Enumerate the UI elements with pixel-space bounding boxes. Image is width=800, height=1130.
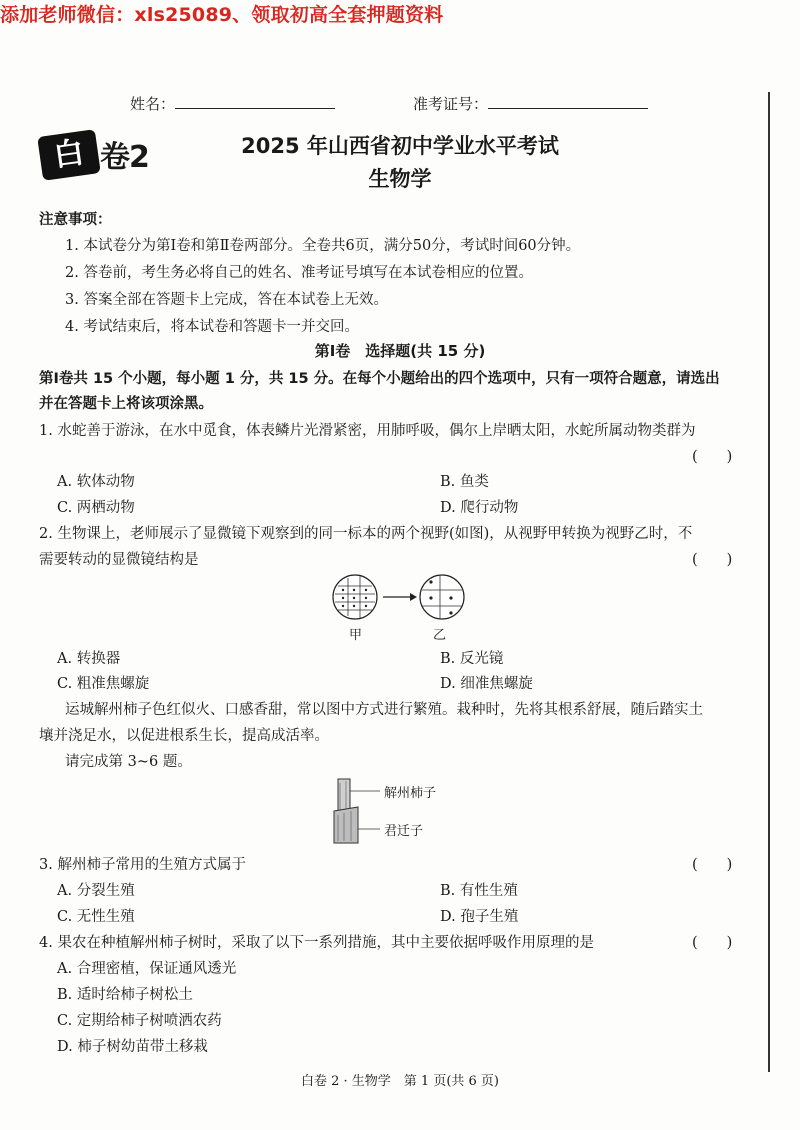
question-2-text: 2. 生物课上，老师展示了显微镜下观察到的同一标本的两个视野(如图)，从视野甲转换为视野乙时，不 — [39, 526, 693, 542]
note-item: 4. 考试结束后，将本试卷和答题卡一并交回。 — [65, 319, 359, 335]
q3-option-d: D. 孢子生殖 — [440, 909, 519, 925]
q4-option-b: B. 适时给柿子树松土 — [57, 987, 193, 1003]
q1-option-a: A. 软体动物 — [57, 474, 135, 490]
exam-subject: 生物学 — [368, 167, 432, 191]
q1-option-c: C. 两栖动物 — [57, 500, 135, 516]
q1-option-b: B. 鱼类 — [440, 474, 489, 490]
ad-banner: 添加老师微信：xls25089、领取初高全套押题资料 — [0, 4, 444, 26]
note-item: 1. 本试卷分为第Ⅰ卷和第Ⅱ卷两部分。全卷共6页，满分50分，考试时间60分钟。 — [65, 238, 581, 254]
q2-option-c: C. 粗准焦螺旋 — [57, 676, 150, 692]
name-field — [130, 93, 335, 114]
name-underline — [175, 96, 335, 109]
field-jia-image — [333, 575, 377, 619]
notes-heading: 注意事项： — [39, 212, 112, 228]
q4-option-d: D. 柿子树幼苗带土移栽 — [57, 1039, 208, 1055]
exam-id-label: 准考证号： — [413, 95, 489, 113]
section-instruction: 第Ⅰ卷共 15 个小题，每小题 1 分，共 15 分。在每个小题给出的四个选项中，只有一项符合题意，请选出 — [39, 371, 720, 387]
scion-label: 解州柿子 — [384, 786, 437, 801]
q4-option-c: C. 定期给柿子树喷洒农药 — [57, 1013, 222, 1029]
paper-badge: 白 — [37, 129, 101, 181]
q3-option-a: A. 分裂生殖 — [57, 883, 135, 899]
margin-rule — [768, 92, 770, 1072]
note-item: 3. 答案全部在答题卡上完成，答在本试卷上无效。 — [65, 292, 388, 308]
passage-instruction: 请完成第 3~6 题。 — [65, 754, 192, 770]
question-3-text: 3. 解州柿子常用的生殖方式属于 — [39, 857, 246, 873]
exam-id-field — [413, 93, 648, 114]
name-label: 姓名： — [130, 95, 176, 113]
figure-label-jia: 甲 — [349, 628, 363, 643]
q3-option-b: B. 有性生殖 — [440, 883, 518, 899]
grafting-figure — [322, 775, 382, 845]
answer-paren: ( ) — [692, 935, 733, 951]
q3-option-c: C. 无性生殖 — [57, 909, 135, 925]
question-2-text-cont: 需要转动的显微镜结构是 — [39, 552, 199, 568]
section-heading: 第Ⅰ卷 选择题(共 15 分) — [314, 342, 486, 360]
answer-paren: ( ) — [692, 857, 733, 873]
q2-option-b: B. 反光镜 — [440, 651, 504, 667]
answer-paren: ( ) — [692, 552, 733, 568]
q1-option-d: D. 爬行动物 — [440, 500, 519, 516]
figure-label-yi: 乙 — [433, 628, 447, 643]
note-item: 2. 答卷前，考生务必将自己的姓名、准考证号填写在本试卷相应的位置。 — [65, 265, 533, 281]
paper-badge-suffix: 卷2 — [100, 140, 149, 175]
q4-option-a: A. 合理密植，保证通风透光 — [57, 961, 237, 977]
q2-option-a: A. 转换器 — [57, 651, 121, 667]
answer-paren: ( ) — [692, 449, 733, 465]
arrowhead-icon — [410, 593, 417, 601]
page-footer: 白卷 2 · 生物学 第 1 页(共 6 页) — [300, 1074, 499, 1089]
question-1-text: 1. 水蛇善于游泳，在水中觅食，体表鳞片光滑紧密，用肺呼吸，偶尔上岸晒太阳，水蛇所属动物类群为 — [39, 423, 696, 439]
rootstock-label: 君迁子 — [384, 824, 424, 839]
section-instruction-cont: 并在答题卡上将该项涂黑。 — [39, 396, 213, 412]
field-yi-image — [420, 575, 464, 619]
question-4-text: 4. 果农在种植解州柿子树时，采取了以下一系列措施，其中主要依据呼吸作用原理的是 — [39, 935, 594, 951]
microscope-fields-figure — [330, 572, 470, 622]
passage-text: 运城解州柿子色红似火、口感香甜，常以图中方式进行繁殖。栽种时，先将其根系舒展，随后踏实土 — [65, 702, 703, 718]
exam-title: 2025 年山西省初中学业水平考试 — [241, 134, 559, 158]
exam-id-underline — [488, 96, 648, 109]
q2-option-d: D. 细准焦螺旋 — [440, 676, 533, 692]
passage-text-cont: 壤并浇足水，以促进根系生长，提高成活率。 — [39, 728, 329, 744]
